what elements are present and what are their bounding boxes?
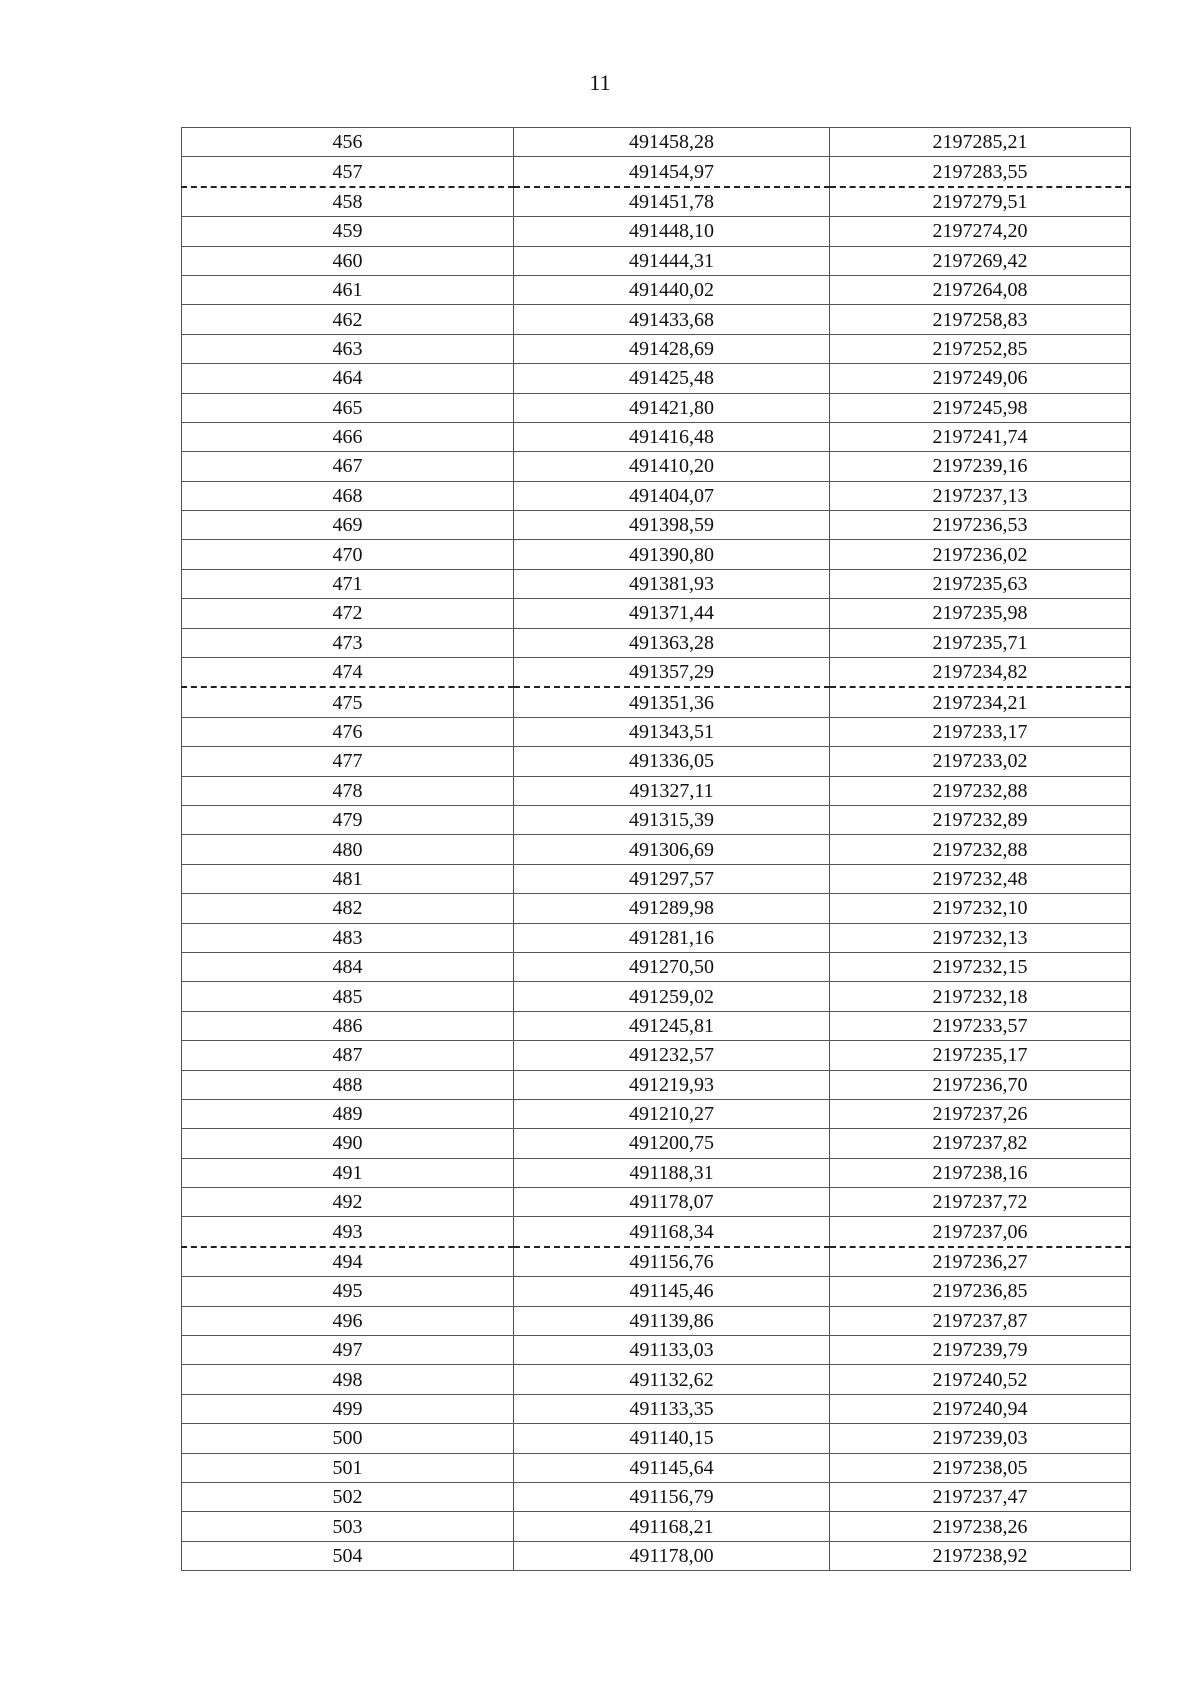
x-coordinate-cell: 491448,10 xyxy=(514,217,830,246)
table-row xyxy=(182,569,1131,598)
table-row xyxy=(182,599,1131,628)
x-coordinate-cell: 491428,69 xyxy=(514,334,830,363)
table-row xyxy=(182,305,1131,334)
point-number-cell: 489 xyxy=(182,1099,514,1128)
table-row xyxy=(182,1541,1131,1570)
table-row xyxy=(182,364,1131,393)
table-row xyxy=(182,334,1131,363)
table-row xyxy=(182,1453,1131,1482)
point-number-cell: 456 xyxy=(182,128,514,157)
table-row xyxy=(182,157,1131,187)
point-number-cell: 499 xyxy=(182,1394,514,1423)
x-coordinate-cell: 491451,78 xyxy=(514,187,830,217)
point-number-cell: 471 xyxy=(182,569,514,598)
x-coordinate-cell: 491458,28 xyxy=(514,128,830,157)
y-coordinate-cell: 2197245,98 xyxy=(830,393,1131,422)
y-coordinate-cell: 2197237,82 xyxy=(830,1129,1131,1158)
table-row xyxy=(182,1306,1131,1335)
table-row xyxy=(182,952,1131,981)
y-coordinate-cell: 2197239,03 xyxy=(830,1424,1131,1453)
x-coordinate-cell: 491245,81 xyxy=(514,1011,830,1040)
x-coordinate-cell: 491327,11 xyxy=(514,776,830,805)
table-row xyxy=(182,1158,1131,1187)
x-coordinate-cell: 491390,80 xyxy=(514,540,830,569)
point-number-cell: 477 xyxy=(182,747,514,776)
y-coordinate-cell: 2197234,82 xyxy=(830,658,1131,688)
point-number-cell: 462 xyxy=(182,305,514,334)
table-row xyxy=(182,187,1131,217)
x-coordinate-cell: 491404,07 xyxy=(514,481,830,510)
table-row xyxy=(182,393,1131,422)
point-number-cell: 494 xyxy=(182,1247,514,1277)
point-number-cell: 487 xyxy=(182,1041,514,1070)
table-row xyxy=(182,1188,1131,1217)
x-coordinate-cell: 491145,46 xyxy=(514,1277,830,1306)
y-coordinate-cell: 2197274,20 xyxy=(830,217,1131,246)
point-number-cell: 472 xyxy=(182,599,514,628)
point-number-cell: 483 xyxy=(182,923,514,952)
table-row xyxy=(182,1099,1131,1128)
table-row xyxy=(182,1365,1131,1394)
table-row xyxy=(182,1011,1131,1040)
x-coordinate-cell: 491371,44 xyxy=(514,599,830,628)
point-number-cell: 500 xyxy=(182,1424,514,1453)
x-coordinate-cell: 491156,76 xyxy=(514,1247,830,1277)
point-number-cell: 467 xyxy=(182,452,514,481)
y-coordinate-cell: 2197241,74 xyxy=(830,422,1131,451)
x-coordinate-cell: 491363,28 xyxy=(514,628,830,657)
y-coordinate-cell: 2197235,71 xyxy=(830,628,1131,657)
coordinates-table-body xyxy=(182,128,1131,1571)
point-number-cell: 495 xyxy=(182,1277,514,1306)
point-number-cell: 488 xyxy=(182,1070,514,1099)
x-coordinate-cell: 491410,20 xyxy=(514,452,830,481)
point-number-cell: 460 xyxy=(182,246,514,275)
point-number-cell: 457 xyxy=(182,157,514,187)
point-number-cell: 475 xyxy=(182,687,514,717)
table-row xyxy=(182,1277,1131,1306)
x-coordinate-cell: 491133,03 xyxy=(514,1336,830,1365)
point-number-cell: 501 xyxy=(182,1453,514,1482)
x-coordinate-cell: 491133,35 xyxy=(514,1394,830,1423)
y-coordinate-cell: 2197269,42 xyxy=(830,246,1131,275)
x-coordinate-cell: 491416,48 xyxy=(514,422,830,451)
x-coordinate-cell: 491270,50 xyxy=(514,952,830,981)
point-number-cell: 468 xyxy=(182,481,514,510)
x-coordinate-cell: 491168,34 xyxy=(514,1217,830,1247)
y-coordinate-cell: 2197279,51 xyxy=(830,187,1131,217)
table-row xyxy=(182,1424,1131,1453)
y-coordinate-cell: 2197232,88 xyxy=(830,835,1131,864)
y-coordinate-cell: 2197235,17 xyxy=(830,1041,1131,1070)
y-coordinate-cell: 2197252,85 xyxy=(830,334,1131,363)
table-row xyxy=(182,1336,1131,1365)
table-row xyxy=(182,864,1131,893)
table-row xyxy=(182,1041,1131,1070)
table-row xyxy=(182,805,1131,834)
x-coordinate-cell: 491132,62 xyxy=(514,1365,830,1394)
x-coordinate-cell: 491156,79 xyxy=(514,1482,830,1511)
page-number: 11 xyxy=(589,70,611,95)
x-coordinate-cell: 491336,05 xyxy=(514,747,830,776)
y-coordinate-cell: 2197233,17 xyxy=(830,717,1131,746)
point-number-cell: 464 xyxy=(182,364,514,393)
y-coordinate-cell: 2197232,48 xyxy=(830,864,1131,893)
x-coordinate-cell: 491454,97 xyxy=(514,157,830,187)
point-number-cell: 466 xyxy=(182,422,514,451)
table-row xyxy=(182,717,1131,746)
point-number-cell: 484 xyxy=(182,952,514,981)
y-coordinate-cell: 2197283,55 xyxy=(830,157,1131,187)
table-row xyxy=(182,658,1131,688)
table-row xyxy=(182,835,1131,864)
point-number-cell: 469 xyxy=(182,511,514,540)
table-row xyxy=(182,217,1131,246)
y-coordinate-cell: 2197237,47 xyxy=(830,1482,1131,1511)
point-number-cell: 491 xyxy=(182,1158,514,1187)
y-coordinate-cell: 2197240,52 xyxy=(830,1365,1131,1394)
y-coordinate-cell: 2197236,27 xyxy=(830,1247,1131,1277)
x-coordinate-cell: 491232,57 xyxy=(514,1041,830,1070)
table-row xyxy=(182,452,1131,481)
point-number-cell: 474 xyxy=(182,658,514,688)
y-coordinate-cell: 2197232,89 xyxy=(830,805,1131,834)
table-row xyxy=(182,275,1131,304)
x-coordinate-cell: 491297,57 xyxy=(514,864,830,893)
table-row xyxy=(182,128,1131,157)
point-number-cell: 485 xyxy=(182,982,514,1011)
point-number-cell: 480 xyxy=(182,835,514,864)
y-coordinate-cell: 2197237,06 xyxy=(830,1217,1131,1247)
point-number-cell: 493 xyxy=(182,1217,514,1247)
y-coordinate-cell: 2197234,21 xyxy=(830,687,1131,717)
y-coordinate-cell: 2197236,85 xyxy=(830,1277,1131,1306)
point-number-cell: 481 xyxy=(182,864,514,893)
table-row xyxy=(182,481,1131,510)
y-coordinate-cell: 2197285,21 xyxy=(830,128,1131,157)
x-coordinate-cell: 491425,48 xyxy=(514,364,830,393)
x-coordinate-cell: 491398,59 xyxy=(514,511,830,540)
table-row xyxy=(182,687,1131,717)
table-row xyxy=(182,1512,1131,1541)
y-coordinate-cell: 2197232,18 xyxy=(830,982,1131,1011)
x-coordinate-cell: 491315,39 xyxy=(514,805,830,834)
point-number-cell: 458 xyxy=(182,187,514,217)
table-row xyxy=(182,1247,1131,1277)
table-row xyxy=(182,1394,1131,1423)
point-number-cell: 490 xyxy=(182,1129,514,1158)
y-coordinate-cell: 2197258,83 xyxy=(830,305,1131,334)
y-coordinate-cell: 2197237,87 xyxy=(830,1306,1131,1335)
point-number-cell: 486 xyxy=(182,1011,514,1040)
table-row xyxy=(182,1070,1131,1099)
x-coordinate-cell: 491178,07 xyxy=(514,1188,830,1217)
x-coordinate-cell: 491219,93 xyxy=(514,1070,830,1099)
y-coordinate-cell: 2197238,26 xyxy=(830,1512,1131,1541)
x-coordinate-cell: 491381,93 xyxy=(514,569,830,598)
x-coordinate-cell: 491178,00 xyxy=(514,1541,830,1570)
y-coordinate-cell: 2197240,94 xyxy=(830,1394,1131,1423)
x-coordinate-cell: 491139,86 xyxy=(514,1306,830,1335)
x-coordinate-cell: 491281,16 xyxy=(514,923,830,952)
point-number-cell: 473 xyxy=(182,628,514,657)
y-coordinate-cell: 2197238,16 xyxy=(830,1158,1131,1187)
point-number-cell: 465 xyxy=(182,393,514,422)
point-number-cell: 498 xyxy=(182,1365,514,1394)
y-coordinate-cell: 2197232,88 xyxy=(830,776,1131,805)
point-number-cell: 470 xyxy=(182,540,514,569)
y-coordinate-cell: 2197232,10 xyxy=(830,894,1131,923)
y-coordinate-cell: 2197237,26 xyxy=(830,1099,1131,1128)
y-coordinate-cell: 2197232,13 xyxy=(830,923,1131,952)
table-row xyxy=(182,894,1131,923)
y-coordinate-cell: 2197249,06 xyxy=(830,364,1131,393)
table-row xyxy=(182,776,1131,805)
table-row xyxy=(182,1217,1131,1247)
table-row xyxy=(182,422,1131,451)
x-coordinate-cell: 491440,02 xyxy=(514,275,830,304)
y-coordinate-cell: 2197264,08 xyxy=(830,275,1131,304)
x-coordinate-cell: 491351,36 xyxy=(514,687,830,717)
point-number-cell: 479 xyxy=(182,805,514,834)
point-number-cell: 476 xyxy=(182,717,514,746)
table-row xyxy=(182,628,1131,657)
point-number-cell: 459 xyxy=(182,217,514,246)
y-coordinate-cell: 2197237,72 xyxy=(830,1188,1131,1217)
point-number-cell: 478 xyxy=(182,776,514,805)
point-number-cell: 492 xyxy=(182,1188,514,1217)
table-row xyxy=(182,1129,1131,1158)
y-coordinate-cell: 2197233,02 xyxy=(830,747,1131,776)
y-coordinate-cell: 2197235,98 xyxy=(830,599,1131,628)
table-row xyxy=(182,1482,1131,1511)
x-coordinate-cell: 491200,75 xyxy=(514,1129,830,1158)
x-coordinate-cell: 491357,29 xyxy=(514,658,830,688)
x-coordinate-cell: 491145,64 xyxy=(514,1453,830,1482)
x-coordinate-cell: 491444,31 xyxy=(514,246,830,275)
table-row xyxy=(182,246,1131,275)
table-row xyxy=(182,747,1131,776)
point-number-cell: 502 xyxy=(182,1482,514,1511)
coordinates-table xyxy=(181,127,1131,1571)
point-number-cell: 463 xyxy=(182,334,514,363)
point-number-cell: 497 xyxy=(182,1336,514,1365)
x-coordinate-cell: 491433,68 xyxy=(514,305,830,334)
y-coordinate-cell: 2197232,15 xyxy=(830,952,1131,981)
y-coordinate-cell: 2197235,63 xyxy=(830,569,1131,598)
table-row xyxy=(182,982,1131,1011)
y-coordinate-cell: 2197236,53 xyxy=(830,511,1131,540)
x-coordinate-cell: 491343,51 xyxy=(514,717,830,746)
table-row xyxy=(182,511,1131,540)
table-row xyxy=(182,540,1131,569)
x-coordinate-cell: 491140,15 xyxy=(514,1424,830,1453)
y-coordinate-cell: 2197236,70 xyxy=(830,1070,1131,1099)
x-coordinate-cell: 491306,69 xyxy=(514,835,830,864)
y-coordinate-cell: 2197237,13 xyxy=(830,481,1131,510)
y-coordinate-cell: 2197236,02 xyxy=(830,540,1131,569)
point-number-cell: 461 xyxy=(182,275,514,304)
x-coordinate-cell: 491421,80 xyxy=(514,393,830,422)
y-coordinate-cell: 2197239,16 xyxy=(830,452,1131,481)
x-coordinate-cell: 491168,21 xyxy=(514,1512,830,1541)
table-row xyxy=(182,923,1131,952)
x-coordinate-cell: 491188,31 xyxy=(514,1158,830,1187)
point-number-cell: 496 xyxy=(182,1306,514,1335)
x-coordinate-cell: 491210,27 xyxy=(514,1099,830,1128)
y-coordinate-cell: 2197238,05 xyxy=(830,1453,1131,1482)
x-coordinate-cell: 491259,02 xyxy=(514,982,830,1011)
point-number-cell: 504 xyxy=(182,1541,514,1570)
x-coordinate-cell: 491289,98 xyxy=(514,894,830,923)
y-coordinate-cell: 2197239,79 xyxy=(830,1336,1131,1365)
y-coordinate-cell: 2197238,92 xyxy=(830,1541,1131,1570)
point-number-cell: 503 xyxy=(182,1512,514,1541)
point-number-cell: 482 xyxy=(182,894,514,923)
y-coordinate-cell: 2197233,57 xyxy=(830,1011,1131,1040)
